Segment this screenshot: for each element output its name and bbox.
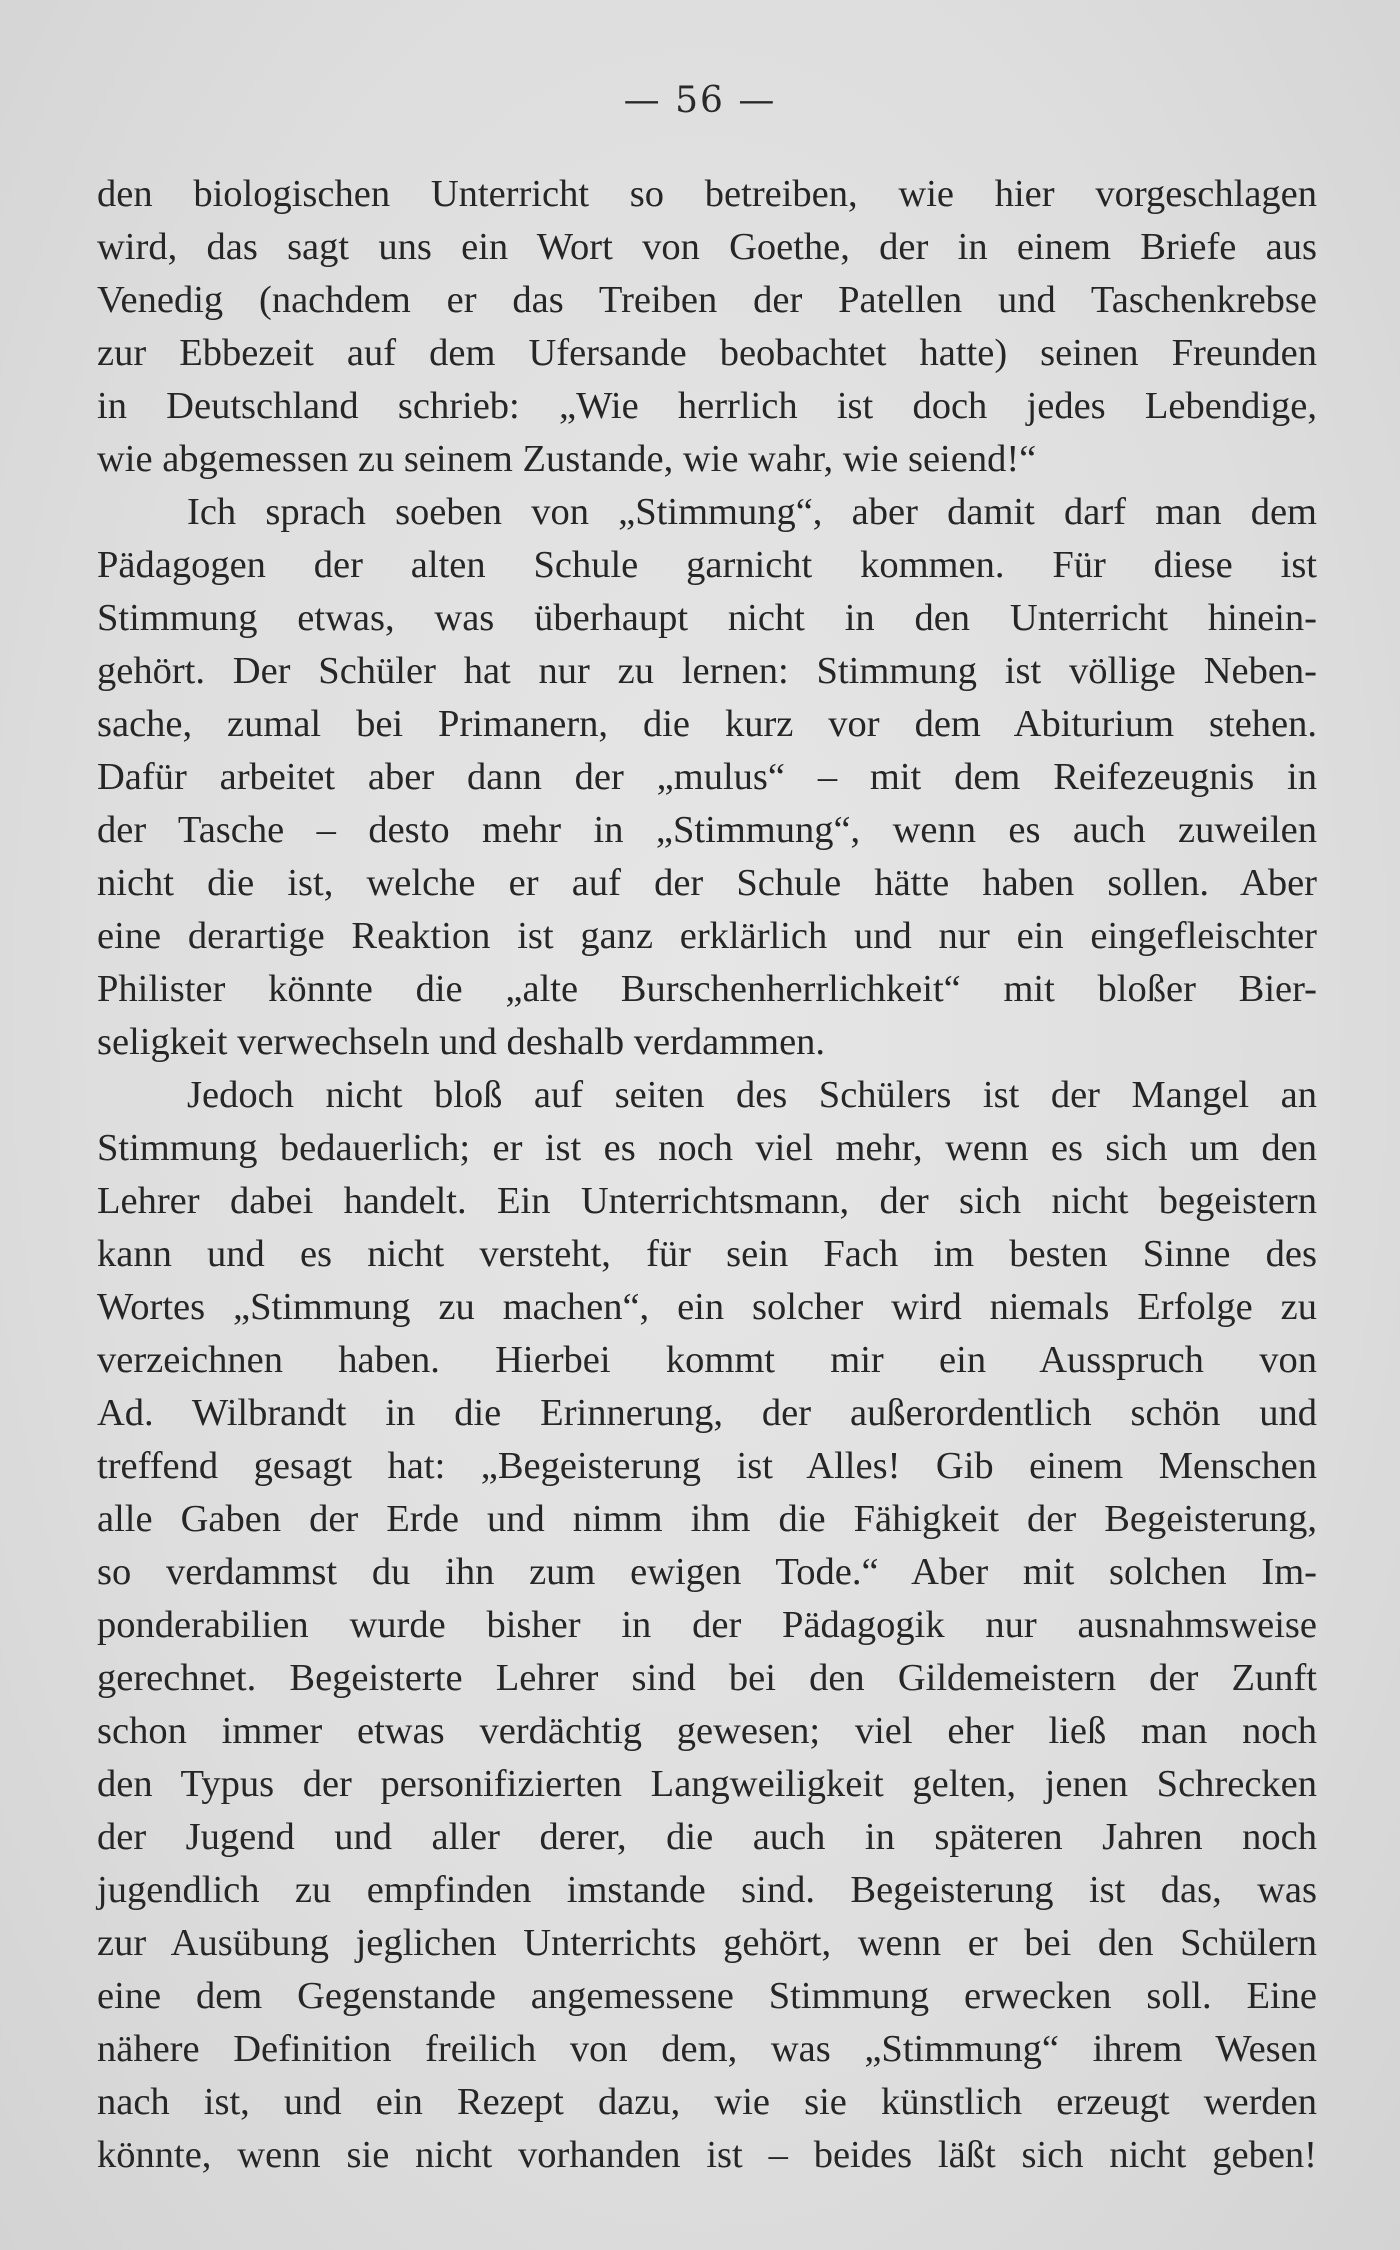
text-line: zur Ebbezeit auf dem Ufersande beobachtet hatte) seinen Freunden: [97, 332, 1317, 374]
text-line: verzeichnen haben. Hierbei kommt mir ein Ausspruch von: [97, 1339, 1317, 1381]
text-line: so verdammst du ihn zum ewigen Tode.“ Aber mit solchen Im-: [97, 1551, 1317, 1593]
text-line: wird, das sagt uns ein Wort von Goethe, der in einem Briefe aus: [97, 226, 1317, 268]
text-line: gehört. Der Schüler hat nur zu lernen: Stimmung ist völlige Neben-: [97, 650, 1317, 692]
text-line: den biologischen Unterricht so betreiben, wie hier vorgeschlagen: [97, 173, 1317, 215]
text-line: zur Ausübung jeglichen Unterrichts gehört, wenn er bei den Schülern: [97, 1922, 1317, 1964]
text-line: Venedig (nachdem er das Treiben der Patellen und Taschenkrebse: [97, 279, 1317, 321]
text-line: Lehrer dabei handelt. Ein Unterrichtsmann, der sich nicht begeistern: [97, 1180, 1317, 1222]
text-line: eine derartige Reaktion ist ganz erklärlich und nur ein eingefleischter: [97, 915, 1317, 957]
text-line: Ich sprach soeben von „Stimmung“, aber damit darf man dem: [187, 491, 1317, 533]
text-line: nach ist, und ein Rezept dazu, wie sie künstlich erzeugt werden: [97, 2081, 1317, 2123]
page-number: — 56 —: [623, 80, 777, 121]
text-line: seligkeit verwechseln und deshalb verdammen.: [97, 1021, 826, 1063]
text-line: Pädagogen der alten Schule garnicht kommen. Für diese ist: [97, 544, 1317, 586]
text-line: den Typus der personifizierten Langweiligkeit gelten, jenen Schrecken: [97, 1763, 1317, 1805]
text-line: alle Gaben der Erde und nimm ihm die Fähigkeit der Begeisterung,: [97, 1498, 1317, 1540]
text-line: Jedoch nicht bloß auf seiten des Schülers ist der Mangel an: [187, 1074, 1317, 1116]
text-line: gerechnet. Begeisterte Lehrer sind bei den Gildemeistern der Zunft: [97, 1657, 1317, 1699]
text-line: treffend gesagt hat: „Begeisterung ist Alles! Gib einem Menschen: [97, 1445, 1317, 1487]
text-line: nähere Definition freilich von dem, was „Stimmung“ ihrem Wesen: [97, 2028, 1317, 2070]
text-line: nicht die ist, welche er auf der Schule hätte haben sollen. Aber: [97, 862, 1317, 904]
text-line: der Jugend und aller derer, die auch in späteren Jahren noch: [97, 1816, 1317, 1858]
body-text: [97, 168, 1317, 2182]
text-line: kann und es nicht versteht, für sein Fach im besten Sinne des: [97, 1233, 1317, 1275]
text-line: Wortes „Stimmung zu machen“, ein solcher wird niemals Erfolge zu: [97, 1286, 1317, 1328]
text-line: Stimmung bedauerlich; er ist es noch viel mehr, wenn es sich um den: [97, 1127, 1317, 1169]
text-line: Stimmung etwas, was überhaupt nicht in den Unterricht hinein-: [97, 597, 1317, 639]
text-line: Dafür arbeitet aber dann der „mulus“ – mit dem Reifezeugnis in: [97, 756, 1317, 798]
text-line: Philister könnte die „alte Burschenherrlichkeit“ mit bloßer Bier-: [97, 968, 1317, 1010]
text-line: Ad. Wilbrandt in die Erinnerung, der außerordentlich schön und: [97, 1392, 1317, 1434]
text-line: schon immer etwas verdächtig gewesen; viel eher ließ man noch: [97, 1710, 1317, 1752]
text-line: jugendlich zu empfinden imstande sind. Begeisterung ist das, was: [97, 1869, 1317, 1911]
text-line: ponderabilien wurde bisher in der Pädagogik nur ausnahmsweise: [97, 1604, 1317, 1646]
text-line: wie abgemessen zu seinem Zustande, wie wahr, wie seiend!“: [97, 438, 1037, 480]
text-line: in Deutschland schrieb: „Wie herrlich ist doch jedes Lebendige,: [97, 385, 1317, 427]
text-line: könnte, wenn sie nicht vorhanden ist – beides läßt sich nicht geben!: [97, 2134, 1317, 2176]
text-line: sache, zumal bei Primanern, die kurz vor dem Abiturium stehen.: [97, 703, 1317, 745]
text-line: der Tasche – desto mehr in „Stimmung“, wenn es auch zuweilen: [97, 809, 1317, 851]
text-line: eine dem Gegenstande angemessene Stimmung erwecken soll. Eine: [97, 1975, 1317, 2017]
